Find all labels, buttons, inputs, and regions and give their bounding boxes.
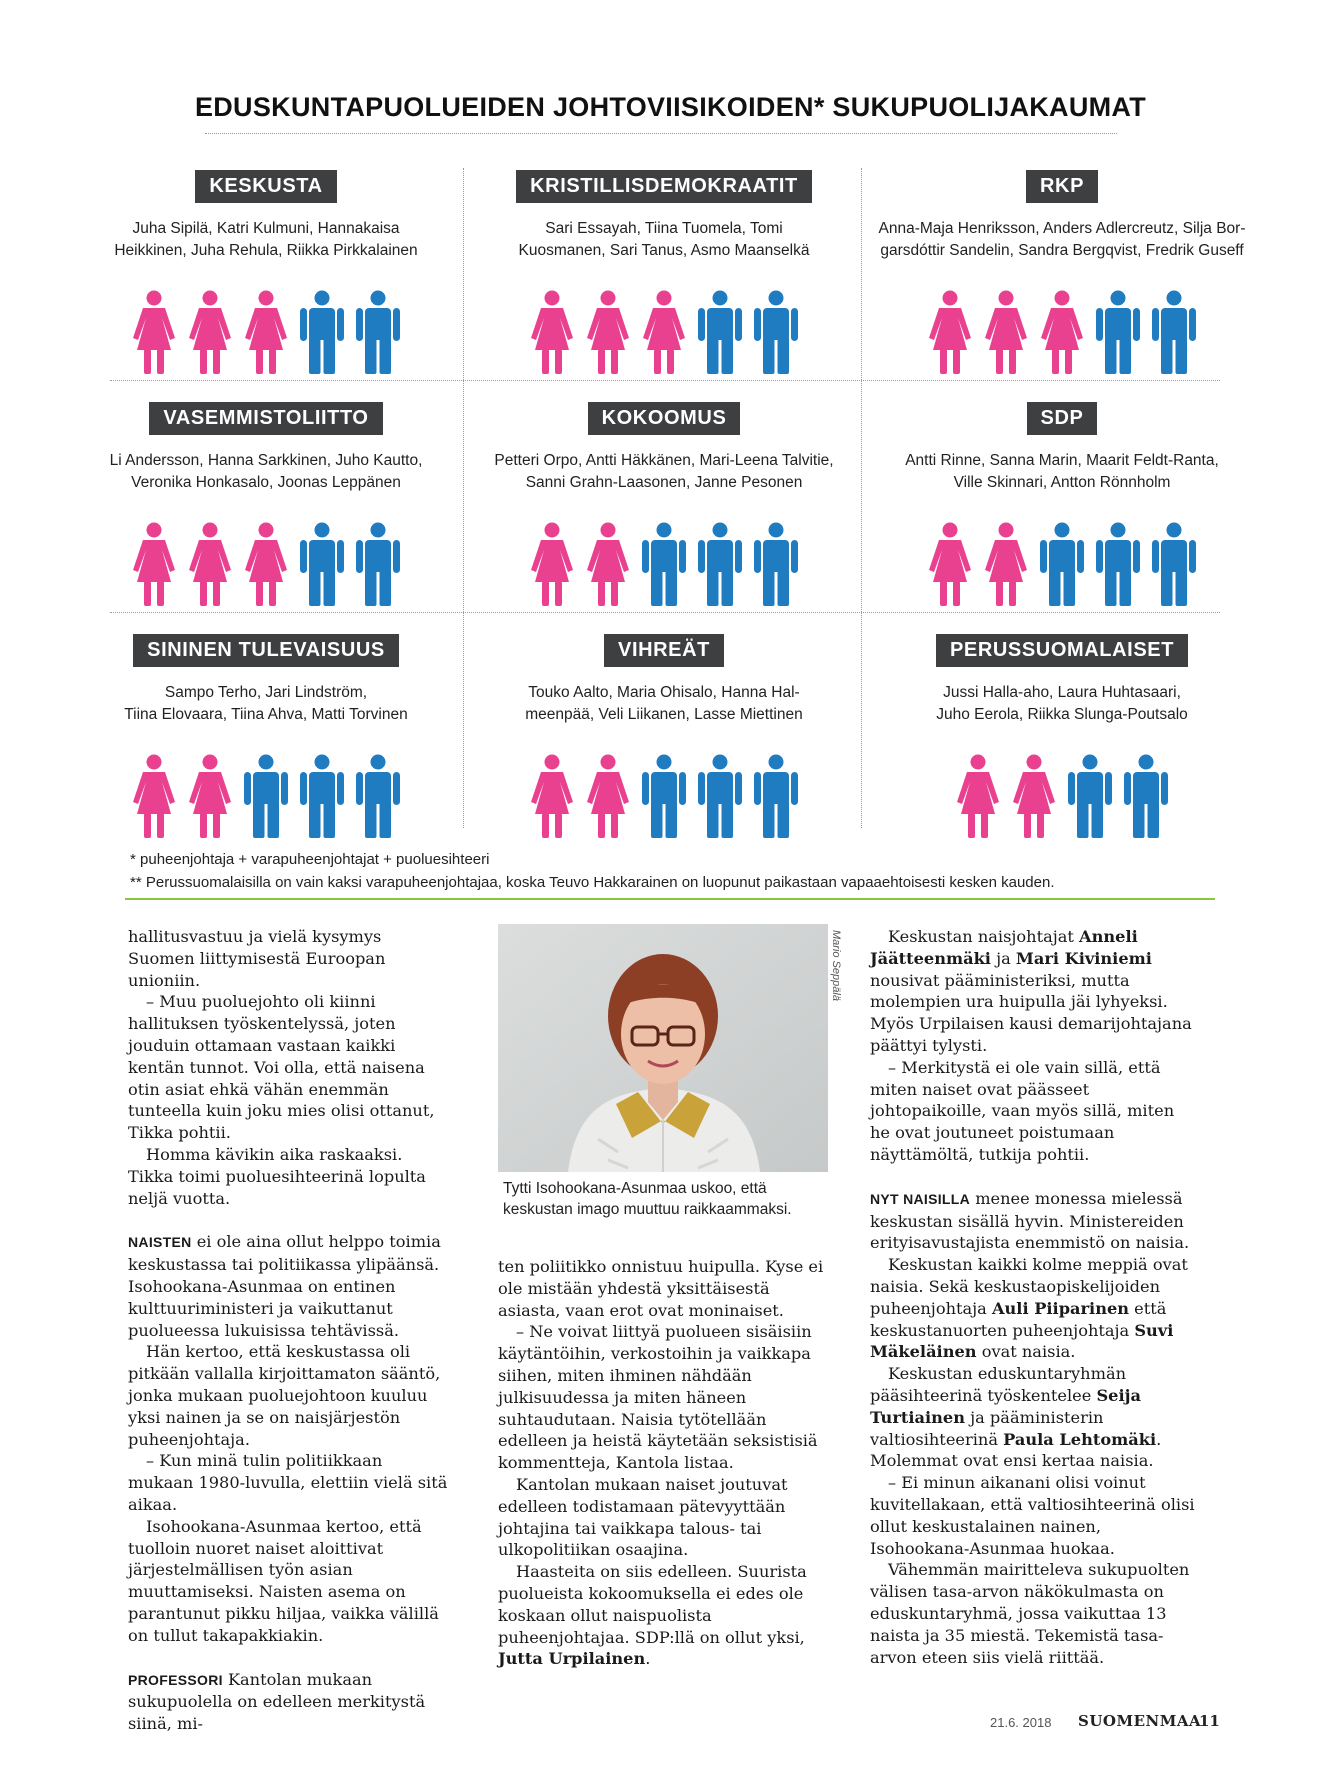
member-line: Ville Skinnari, Antton Rönnholm xyxy=(953,474,1171,491)
female-figure-icon xyxy=(1037,290,1087,374)
footnote-2: ** Perussuomalaisilla on vain kaksi varapuheenjohtajaa, koska Teuvo Hakkarainen on luopunut paikastaan vapaaehtoisesti kesken kauden. xyxy=(130,874,1055,891)
male-figure-icon xyxy=(1065,754,1115,838)
party-name-tag: KESKUSTA xyxy=(195,170,336,203)
person-name: Mari Kiviniemi xyxy=(1015,948,1152,968)
member-line: Tiina Elovaara, Tiina Ahva, Matti Torvinen xyxy=(124,706,408,723)
portrait-photo xyxy=(498,924,828,1172)
article-paragraph: ten poliitikko onnistuu huipulla. Kyse ei ole mistään yhdestä yksittäisestä asiasta, vaan erot ovat moninaiset. xyxy=(498,1257,824,1320)
party-members xyxy=(468,682,860,730)
grid-divider-col-2 xyxy=(861,168,862,828)
party-members xyxy=(866,682,1258,730)
female-figure-icon xyxy=(527,754,577,838)
article-paragraph: – Ei minun aikanani olisi voinut kuvitellakaan, että valtiosihteerinä olisi ollut keskustalainen nainen, Isohookana-Asunmaa huokaa. xyxy=(870,1473,1195,1558)
female-figure-icon xyxy=(241,290,291,374)
female-figure-icon xyxy=(981,522,1031,606)
party-name-tag: SDP xyxy=(1027,402,1098,435)
male-figure-icon xyxy=(1121,754,1171,838)
gender-figures xyxy=(468,290,860,374)
female-figure-icon xyxy=(185,754,235,838)
article-paragraph: NAISTEN ei ole aina ollut helppo toimia keskustassa tai politiikassa ylipäänsä. Isohookana-Asunmaa on entinen kulttuuriministeri ja vaikuttanut puolueessa lukuisissa tehtävissä. xyxy=(128,1232,441,1340)
male-figure-icon xyxy=(1149,290,1199,374)
person-name: Auli Piiparinen xyxy=(991,1298,1130,1318)
page-number: 11 xyxy=(1199,1712,1220,1730)
gender-figures xyxy=(866,754,1258,838)
male-figure-icon xyxy=(695,522,745,606)
female-figure-icon xyxy=(527,522,577,606)
article-paragraph: Keskustan naisjohtajat Anneli Jäätteenmäki ja Mari Kiviniemi nousivat pääministeriksi, mutta molempien ura huipulla jäi lyhyeksi. Myös Urpilaisen kausi demarijohtajana päättyi tylysti. xyxy=(870,927,1192,1055)
person-name: Anneli Jäätteenmäki xyxy=(870,927,1138,968)
article-paragraph: – Ne voivat liittyä puolueen sisäisiin käytäntöihin, verkostoihin ja vaikkapa siihen, miten ihminen nähdään julkisuudessa ja miten häneen suhtaudutaan. Naisia tytötellään edelleen ja heistä käytetään seksistisiä kommentteja, Kantola listaa. xyxy=(498,1322,818,1473)
issue-date: 21.6. 2018 xyxy=(990,1715,1052,1730)
female-figure-icon xyxy=(1009,754,1059,838)
member-line: Petteri Orpo, Antti Häkkänen, Mari-Leena Talvitie, xyxy=(494,452,834,469)
female-figure-icon xyxy=(583,522,633,606)
party-name-tag: KOKOOMUS xyxy=(588,402,741,435)
party-members xyxy=(866,450,1258,498)
gender-figures xyxy=(70,522,462,606)
party-members xyxy=(468,218,860,266)
article-paragraph: NYT NAISILLA menee monessa mielessä keskustan sisällä hyvin. Ministereiden erityisavustajista enemmistö on naisia. xyxy=(870,1188,1190,1253)
party-name-tag: VIHREÄT xyxy=(604,634,724,667)
article-paragraph: – Muu puoluejohto oli kiinni hallituksen työskentelyssä, joten jouduin ottamaan vastaan kaikki kentän tunnot. Voi olla, että naisena otin asiat ehkä vähän enemmän tunteella kuin joku mies olisi ottanut, Tikka pohtii. xyxy=(128,992,435,1143)
male-figure-icon xyxy=(751,290,801,374)
article-paragraph: Kantolan mukaan naiset joutuvat edelleen todistamaan pätevyyttään johtajina tai vaikkapa talous- tai ulkopolitiikan osaajina. xyxy=(498,1474,788,1560)
publication-brand: SUOMENMAA xyxy=(1078,1712,1202,1730)
party-members xyxy=(70,682,462,730)
party-members xyxy=(70,450,462,498)
male-figure-icon xyxy=(241,754,291,838)
article-column-1 xyxy=(128,926,450,1735)
member-line: garsdóttir Sandelin, Sandra Bergqvist, Fredrik Guseff xyxy=(880,242,1244,259)
member-line: Juho Eerola, Riikka Slunga-Poutsalo xyxy=(936,706,1188,723)
section-divider xyxy=(125,898,1215,900)
member-line: meenpää, Veli Liikanen, Lasse Miettinen xyxy=(525,706,803,723)
member-line: Veronika Honkasalo, Joonas Leppänen xyxy=(131,474,401,491)
male-figure-icon xyxy=(353,290,403,374)
party-block xyxy=(866,170,1258,374)
female-figure-icon xyxy=(185,290,235,374)
male-figure-icon xyxy=(297,522,347,606)
female-figure-icon xyxy=(527,290,577,374)
page-title: EDUSKUNTAPUOLUEIDEN JOHTOVIISIKOIDEN* SUKUPUOLIJAKAUMAT xyxy=(194,92,1147,122)
person-name: Suvi Mäkeläinen xyxy=(870,1320,1174,1362)
party-block xyxy=(468,402,860,606)
party-block xyxy=(866,402,1258,606)
female-figure-icon xyxy=(583,754,633,838)
article-paragraph: Keskustan eduskuntaryhmän pääsihteerinä työskentelee Seija Turtiainen ja pääministerin valtiosihteerinä Paula Lehtomäki. Molemmat ovat ensi kertaa naisia. xyxy=(870,1364,1162,1471)
female-figure-icon xyxy=(583,290,633,374)
photo-credit: Mario Seppälä xyxy=(830,930,842,1001)
female-figure-icon xyxy=(639,290,689,374)
article-column-3 xyxy=(870,926,1196,1668)
female-figure-icon xyxy=(129,754,179,838)
paragraph-lead-in: NAISTEN xyxy=(128,1234,192,1251)
member-line: Sampo Terho, Jari Lindström, xyxy=(164,684,368,701)
article-paragraph: Homma kävikin aika raskaaksi. Tikka toimi puoluesihteerinä lopulta neljä vuotta. xyxy=(128,1144,426,1208)
male-figure-icon xyxy=(353,522,403,606)
paragraph-lead-in: NYT NAISILLA xyxy=(870,1190,971,1207)
female-figure-icon xyxy=(981,290,1031,374)
male-figure-icon xyxy=(695,290,745,374)
male-figure-icon xyxy=(639,522,689,606)
paragraph-lead-in: PROFESSORI xyxy=(128,1671,223,1688)
male-figure-icon xyxy=(751,754,801,838)
male-figure-icon xyxy=(695,754,745,838)
party-block xyxy=(70,402,462,606)
article-paragraph: Isohookana-Asunmaa kertoo, että tuolloin nuoret naiset aloittivat järjestelmällisen työn asian muuttamiseksi. Naisten asema on parantunut pikku hiljaa, vaikka välillä on tullut takapakkiakin. xyxy=(128,1516,439,1645)
member-line: Anna-Maja Henriksson, Anders Adlercreutz, Silja Bor- xyxy=(878,220,1246,237)
grid-divider-row-2 xyxy=(110,612,1220,613)
person-name: Seija Turtiainen xyxy=(870,1385,1141,1427)
male-figure-icon xyxy=(639,754,689,838)
party-members xyxy=(866,218,1258,266)
member-line: Antti Rinne, Sanna Marin, Maarit Feldt-Ranta, xyxy=(905,452,1219,469)
party-block xyxy=(866,634,1258,838)
female-figure-icon xyxy=(953,754,1003,838)
male-figure-icon xyxy=(353,754,403,838)
party-name-tag: PERUSSUOMALAISET xyxy=(936,634,1188,667)
member-line: Sari Essayah, Tiina Tuomela, Tomi xyxy=(545,220,783,237)
gender-figures xyxy=(468,522,860,606)
footnote-1: * puheenjohtaja + varapuheenjohtajat + puoluesihteeri xyxy=(130,851,490,868)
title-underline xyxy=(205,133,1117,134)
female-figure-icon xyxy=(185,522,235,606)
footnotes xyxy=(130,848,1055,894)
gender-figures xyxy=(866,290,1258,374)
member-line: Juha Sipilä, Katri Kulmuni, Hannakaisa xyxy=(132,220,400,237)
grid-divider-col-1 xyxy=(463,168,464,828)
article-paragraph: – Kun minä tulin politiikkaan mukaan 1980-luvulla, elettiin vielä sitä aikaa. xyxy=(128,1451,448,1514)
male-figure-icon xyxy=(297,290,347,374)
grid-divider-row-1 xyxy=(110,380,1220,381)
article-column-2 xyxy=(498,1256,828,1670)
party-members xyxy=(70,218,462,266)
party-name-tag: RKP xyxy=(1026,170,1098,203)
member-line: Li Andersson, Hanna Sarkkinen, Juho Kautto, xyxy=(109,452,423,469)
female-figure-icon xyxy=(925,522,975,606)
party-block xyxy=(70,170,462,374)
article-paragraph: Keskustan kaikki kolme meppiä ovat naisia. Sekä keskustaopiskelijoiden puheenjohtaja Auli Piiparinen että keskustanuorten puheenjohtaja Suvi Mäkeläinen ovat naisia. xyxy=(870,1255,1188,1362)
gender-figures xyxy=(468,754,860,838)
party-block xyxy=(468,170,860,374)
party-block xyxy=(70,634,462,838)
article-paragraph: Haasteita on siis edelleen. Suurista puolueista kokoomuksella ei edes ole koskaan ollut naispuolista puheenjohtajaa. SDP:llä on ollut yksi, Jutta Urpilainen. xyxy=(498,1562,807,1669)
gender-figures xyxy=(70,754,462,838)
male-figure-icon xyxy=(1093,522,1143,606)
male-figure-icon xyxy=(1149,522,1199,606)
female-figure-icon xyxy=(241,522,291,606)
party-name-tag: SININEN TULEVAISUUS xyxy=(133,634,399,667)
person-name: Jutta Urpilainen xyxy=(498,1649,646,1669)
gender-figures xyxy=(70,290,462,374)
article-paragraph: hallitusvastuu ja vielä kysymys Suomen liittymisestä Euroopan unioniin. xyxy=(128,927,386,990)
male-figure-icon xyxy=(297,754,347,838)
member-line: Heikkinen, Juha Rehula, Riikka Pirkkalainen xyxy=(114,242,418,259)
article-paragraph: – Merkitystä ei ole vain sillä, että miten naiset ovat päässeet johtopaikoille, vaan myös sillä, miten he ovat joutuneet poistumaan näyttämöltä, tutkija pohtii. xyxy=(870,1057,1175,1164)
party-block xyxy=(468,634,860,838)
article-paragraph: Vähemmän mairitteleva sukupuolten välisen tasa-arvon näkökulmasta on eduskuntaryhmä, jossa vaikuttaa 13 naista ja 35 miestä. Tekemistä tasa-arvon eteen siis vielä riittää. xyxy=(870,1560,1190,1667)
female-figure-icon xyxy=(129,290,179,374)
member-line: Kuosmanen, Sari Tanus, Asmo Maanselkä xyxy=(518,242,810,259)
article-paragraph: PROFESSORI Kantolan mukaan sukupuolella on edelleen merkitystä siinä, mi- xyxy=(128,1669,426,1734)
male-figure-icon xyxy=(1093,290,1143,374)
member-line: Touko Aalto, Maria Ohisalo, Hanna Hal- xyxy=(528,684,800,701)
article-paragraph: Hän kertoo, että keskustassa oli pitkään vallalla kirjoittamaton sääntö, jonka mukaan puoluejohtoon kuuluu yksi nainen ja se on naisjärjestön puheenjohtaja. xyxy=(128,1342,441,1449)
member-line: Jussi Halla-aho, Laura Huhtasaari, xyxy=(943,684,1181,701)
female-figure-icon xyxy=(129,522,179,606)
party-name-tag: VASEMMISTOLIITTO xyxy=(149,402,382,435)
party-name-tag: KRISTILLISDEMOKRAATIT xyxy=(516,170,812,203)
female-figure-icon xyxy=(925,290,975,374)
member-line: Sanni Grahn-Laasonen, Janne Pesonen xyxy=(525,474,803,491)
gender-figures xyxy=(866,522,1258,606)
party-members xyxy=(468,450,860,498)
male-figure-icon xyxy=(751,522,801,606)
male-figure-icon xyxy=(1037,522,1087,606)
photo-caption: Tytti Isohookana-Asunmaa uskoo, että keskustan imago muuttuu raikkaammaksi. xyxy=(503,1180,792,1218)
person-name: Paula Lehtomäki xyxy=(1003,1429,1157,1449)
